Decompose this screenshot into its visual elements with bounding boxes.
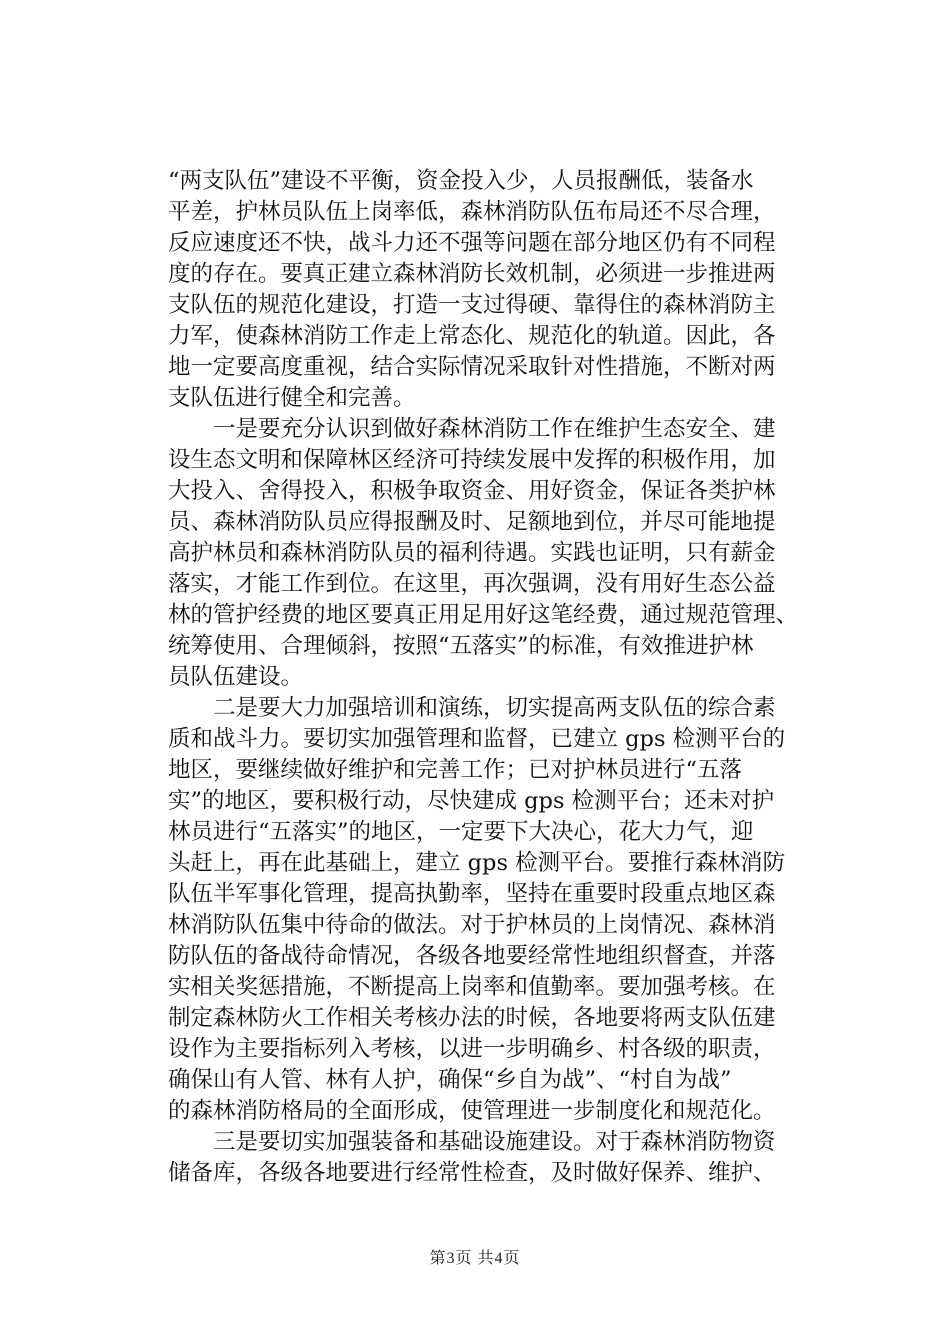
text-line: 林消防队伍集中待命的做法。对于护林员的上岗情况、森林消: [168, 912, 776, 938]
text-line: 度的存在。要真正建立森林消防长效机制，必须进一步推进两: [168, 261, 776, 287]
text-line: 林的管护经费的地区要真正用足用好这笔经费，通过规范管理、: [168, 602, 799, 628]
text-line: 地区，要继续做好维护和完善工作；已对护林员进行“五落: [168, 757, 743, 783]
text-line: 设生态文明和保障林区经济可持续发展中发挥的积极作用，加: [168, 447, 776, 473]
text-line: 员、森林消防队员应得报酬及时、足额地到位，并尽可能地提: [168, 509, 776, 535]
text-line: 队伍半军事化管理，提高执勤率，坚持在重要时段重点地区森: [168, 881, 776, 907]
text-line: “两支队伍”建设不平衡，资金投入少，人员报酬低，装备水: [168, 168, 754, 194]
text-line: 防队伍的备战待命情况，各级各地要经常性地组织督查，并落: [168, 943, 776, 969]
text-line: 统筹使用、合理倾斜，按照“五落实”的标准，有效推进护林: [168, 633, 754, 659]
text-line: 三是要切实加强装备和基础设施建设。对于森林消防物资: [168, 1129, 776, 1155]
body-text: [168, 166, 808, 1189]
text-line: 的森林消防格局的全面形成，使管理进一步制度化和规范化。: [168, 1098, 776, 1124]
text-line: 员队伍建设。: [168, 664, 304, 690]
text-line: 林员进行“五落实”的地区，一定要下大决心，花大力气，迎: [168, 819, 754, 845]
text-line: 大投入、舍得投入，积极争取资金、用好资金，保证各类护林: [168, 478, 776, 504]
text-line: 反应速度还不快，战斗力还不强等问题在部分地区仍有不同程: [168, 230, 776, 256]
text-line: 设作为主要指标列入考核，以进一步明确乡、村各级的职责，: [168, 1036, 776, 1062]
text-line: 力军，使森林消防工作走上常态化、规范化的轨道。因此，各: [168, 323, 776, 349]
text-line: 确保山有人管、林有人护，确保“乡自为战”、“村自为战”: [168, 1067, 732, 1093]
text-line: 储备库，各级各地要进行经常性检查，及时做好保养、维护、: [168, 1160, 776, 1186]
text-line: 二是要大力加强培训和演练，切实提高两支队伍的综合素: [168, 695, 776, 721]
text-line: 头赶上，再在此基础上，建立 gps 检测平台。要推行森林消防: [168, 850, 786, 876]
text-line: 落实，才能工作到位。在这里，再次强调，没有用好生态公益: [168, 571, 776, 597]
text-line: 一是要充分认识到做好森林消防工作在维护生态安全、建: [168, 416, 776, 442]
text-line: 质和战斗力。要切实加强管理和监督，已建立 gps 检测平台的: [168, 726, 786, 752]
text-line: 支队伍进行健全和完善。: [168, 385, 416, 411]
text-line: 实相关奖惩措施，不断提高上岗率和值勤率。要加强考核。在: [168, 974, 776, 1000]
text-line: 实”的地区，要积极行动，尽快建成 gps 检测平台；还未对护: [168, 788, 775, 814]
text-line: 制定森林防火工作相关考核办法的时候，各地要将两支队伍建: [168, 1005, 776, 1031]
text-line: 支队伍的规范化建设，打造一支过得硬、靠得住的森林消防主: [168, 292, 776, 318]
text-line: 平差，护林员队伍上岗率低，森林消防队伍布局还不尽合理，: [168, 199, 776, 225]
text-line: 高护林员和森林消防队员的福利待遇。实践也证明，只有薪金: [168, 540, 776, 566]
text-line: 地一定要高度重视，结合实际情况采取针对性措施，不断对两: [168, 354, 776, 380]
page-footer: 第3页 共4页: [429, 1250, 521, 1267]
